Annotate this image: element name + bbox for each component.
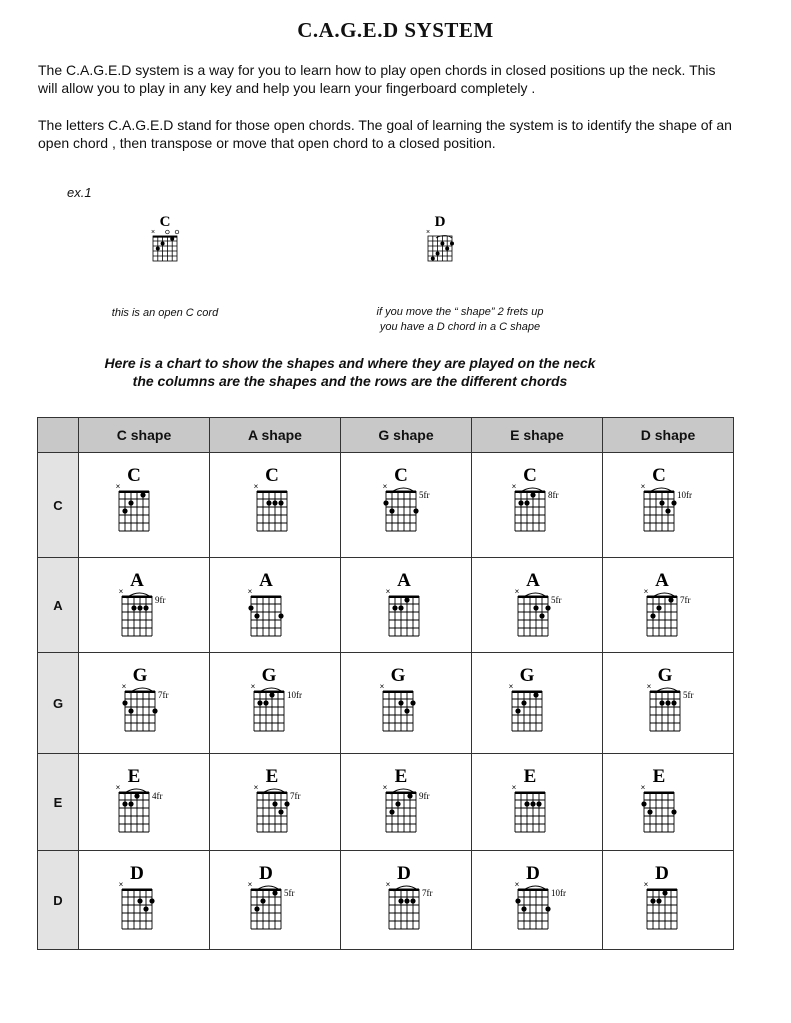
chord-name: D — [434, 214, 446, 230]
chord-name: E — [394, 766, 408, 787]
finger-dot — [647, 809, 652, 814]
chord-name: D — [526, 863, 540, 884]
chord-cell — [79, 754, 210, 851]
chord-cell — [472, 453, 603, 558]
table-row — [38, 754, 734, 851]
chord-cell — [341, 851, 472, 950]
chord-cell — [603, 453, 734, 558]
chord-cell — [603, 653, 734, 754]
finger-dot — [122, 801, 127, 806]
chord-name: E — [127, 766, 141, 787]
finger-dot — [515, 708, 520, 713]
finger-dot — [410, 898, 415, 903]
finger-dot — [650, 898, 655, 903]
chord-cell — [210, 558, 341, 653]
example-caption-1: this is an open C cord — [111, 307, 219, 319]
chord-diagram — [79, 453, 209, 557]
chord-cell — [341, 453, 472, 558]
chord-name: G — [519, 665, 535, 686]
finger-dot — [650, 613, 655, 618]
chord-name: D — [397, 863, 411, 884]
chord-diagram — [210, 453, 340, 557]
chart-intro-line-2: the columns are the shapes and the rows are the different chords — [132, 373, 568, 389]
svg-text:×: × — [253, 482, 259, 491]
finger-dot — [521, 906, 526, 911]
finger-dot — [524, 801, 529, 806]
svg-text:×: × — [385, 880, 391, 889]
fret-label: 7fr — [422, 888, 433, 898]
chord-cell — [472, 558, 603, 653]
chord-diagram — [210, 653, 340, 753]
fret-label: 4fr — [152, 791, 163, 801]
chord-cell — [210, 653, 341, 754]
chord-cell — [341, 754, 472, 851]
finger-dot — [395, 801, 400, 806]
fret-label: 5fr — [551, 595, 562, 605]
svg-text:×: × — [511, 482, 517, 491]
chord-name: A — [526, 570, 540, 591]
finger-dot — [515, 898, 520, 903]
finger-dot — [656, 605, 661, 610]
example-caption-2-line-2: you have a D chord in a C shape — [379, 321, 541, 333]
fret-label: 10fr — [551, 888, 566, 898]
chord-name: D — [130, 863, 144, 884]
finger-dot — [518, 500, 523, 505]
fret-label: 7fr — [158, 690, 169, 700]
chord-diagram — [472, 453, 602, 557]
finger-dot — [254, 613, 259, 618]
finger-dot — [641, 801, 646, 806]
finger-dot — [260, 898, 265, 903]
finger-dot — [536, 801, 541, 806]
chord-name: D — [655, 863, 669, 884]
chord-name: E — [265, 766, 279, 787]
row-header: G — [38, 653, 79, 754]
finger-dot — [659, 700, 664, 705]
chart-intro-line-1: Here is a chart to show the shapes and where they are played on the neck — [104, 355, 596, 371]
finger-dot — [134, 793, 139, 798]
svg-text:×: × — [514, 880, 520, 889]
finger-dot — [545, 605, 550, 610]
finger-dot — [122, 508, 127, 513]
chord-diagram — [341, 558, 471, 652]
svg-text:×: × — [121, 682, 127, 691]
finger-dot — [257, 700, 262, 705]
chord-name: C — [159, 214, 171, 230]
chord-name: C — [127, 465, 141, 486]
chord-name: C — [523, 465, 537, 486]
finger-dot — [254, 906, 259, 911]
page-title: C.A.G.E.D SYSTEM — [297, 18, 494, 42]
finger-dot — [143, 906, 148, 911]
fret-label: 7fr — [680, 595, 691, 605]
chord-name: E — [523, 766, 537, 787]
chord-cell — [472, 754, 603, 851]
svg-text:×: × — [115, 482, 121, 491]
svg-text:×: × — [646, 682, 652, 691]
finger-dot — [662, 890, 667, 895]
table-row — [38, 453, 734, 558]
svg-text:×: × — [247, 587, 253, 596]
chord-diagram — [341, 754, 471, 850]
finger-dot — [128, 801, 133, 806]
intro-paragraph-2: The letters C.A.G.E.D stand for those open chords. The goal of learning the system is to identify the shape of an open chord , then transpose or move that open chord to a closed position. — [38, 117, 732, 151]
finger-dot — [137, 605, 142, 610]
finger-dot — [272, 500, 277, 505]
chord-diagram — [79, 754, 209, 850]
finger-dot — [524, 500, 529, 505]
table-row — [38, 851, 734, 950]
finger-dot — [671, 809, 676, 814]
finger-dot — [149, 898, 154, 903]
chord-cell — [210, 754, 341, 851]
finger-dot — [404, 597, 409, 602]
finger-dot — [671, 500, 676, 505]
svg-text:×: × — [385, 587, 391, 596]
chord-cell — [603, 851, 734, 950]
fret-label: 8fr — [548, 490, 559, 500]
svg-text:×: × — [511, 783, 517, 792]
finger-dot — [128, 500, 133, 505]
chord-name: G — [390, 665, 406, 686]
fret-label: 10fr — [287, 690, 302, 700]
finger-dot — [128, 708, 133, 713]
finger-dot — [404, 708, 409, 713]
svg-text:×: × — [643, 880, 649, 889]
chord-name: A — [655, 570, 669, 591]
svg-text:×: × — [382, 783, 388, 792]
finger-dot — [533, 605, 538, 610]
svg-text:×: × — [643, 587, 649, 596]
column-header: C shape — [79, 418, 210, 453]
column-header: A shape — [210, 418, 341, 453]
fret-label: 9fr — [155, 595, 166, 605]
chord-cell — [79, 453, 210, 558]
row-header: C — [38, 453, 79, 558]
chord-diagram — [341, 851, 471, 949]
chord-diagram — [603, 453, 733, 557]
chord-diagram — [472, 754, 602, 850]
svg-text:×: × — [425, 229, 431, 236]
finger-dot — [266, 500, 271, 505]
chord-diagram — [210, 558, 340, 652]
finger-dot — [668, 597, 673, 602]
finger-dot — [398, 605, 403, 610]
finger-dot — [665, 508, 670, 513]
svg-text:×: × — [115, 783, 121, 792]
chord-cell — [210, 453, 341, 558]
finger-dot — [131, 605, 136, 610]
chord-name: A — [130, 570, 144, 591]
svg-text:×: × — [382, 482, 388, 491]
fret-label: 7fr — [290, 791, 301, 801]
chord-diagram — [210, 754, 340, 850]
corner-cell — [38, 418, 79, 453]
chord-cell — [341, 653, 472, 754]
example-chord-c-diagram — [145, 210, 190, 265]
finger-dot — [398, 898, 403, 903]
finger-dot — [407, 793, 412, 798]
chord-name: G — [261, 665, 277, 686]
finger-dot — [278, 500, 283, 505]
example-chord-d-diagram — [418, 210, 463, 265]
chord-cell — [210, 851, 341, 950]
finger-dot — [248, 605, 253, 610]
finger-dot — [521, 700, 526, 705]
svg-text:×: × — [640, 783, 646, 792]
finger-dot — [533, 692, 538, 697]
svg-text:×: × — [514, 587, 520, 596]
intro-paragraph-1: The C.A.G.E.D system is a way for you to learn how to play open chords in closed positions up the neck. This will allow you to play in any key and help you learn your fingerboard completely . — [38, 62, 716, 96]
chord-diagram — [79, 558, 209, 652]
svg-text:×: × — [118, 880, 124, 889]
chord-diagram — [472, 851, 602, 949]
svg-text:×: × — [640, 482, 646, 491]
chord-name: G — [132, 665, 148, 686]
chord-diagram — [341, 653, 471, 753]
caged-shape-chart — [37, 417, 734, 950]
chord-cell — [472, 851, 603, 950]
chord-name: C — [394, 465, 408, 486]
chord-diagram — [210, 851, 340, 949]
finger-dot — [383, 500, 388, 505]
svg-text:×: × — [250, 682, 256, 691]
svg-text:×: × — [508, 682, 514, 691]
chord-name: E — [652, 766, 666, 787]
chord-diagram — [472, 653, 602, 753]
finger-dot — [665, 700, 670, 705]
finger-dot — [545, 906, 550, 911]
chord-cell — [79, 558, 210, 653]
svg-text:×: × — [253, 783, 259, 792]
fret-label: 5fr — [284, 888, 295, 898]
fret-label: 5fr — [419, 490, 430, 500]
row-header: E — [38, 754, 79, 851]
chord-name: G — [657, 665, 673, 686]
finger-dot — [671, 700, 676, 705]
svg-text:×: × — [118, 587, 124, 596]
finger-dot — [389, 508, 394, 513]
chord-diagram — [79, 851, 209, 949]
chord-diagram — [341, 453, 471, 557]
chord-cell — [341, 558, 472, 653]
chord-name: C — [652, 465, 666, 486]
finger-dot — [398, 700, 403, 705]
finger-dot — [656, 898, 661, 903]
finger-dot — [278, 613, 283, 618]
chord-diagram — [603, 558, 733, 652]
finger-dot — [530, 492, 535, 497]
chord-cell — [79, 653, 210, 754]
chord-cell — [603, 754, 734, 851]
finger-dot — [272, 801, 277, 806]
fret-label: 10fr — [677, 490, 692, 500]
table-row — [38, 653, 734, 754]
finger-dot — [122, 700, 127, 705]
chord-diagram — [603, 754, 733, 850]
chord-diagram — [603, 653, 733, 753]
finger-dot — [143, 605, 148, 610]
row-header: A — [38, 558, 79, 653]
chord-diagram — [79, 653, 209, 753]
finger-dot — [284, 801, 289, 806]
finger-dot — [539, 613, 544, 618]
finger-dot — [152, 708, 157, 713]
finger-dot — [278, 809, 283, 814]
finger-dot — [140, 492, 145, 497]
finger-dot — [269, 692, 274, 697]
svg-text:×: × — [247, 880, 253, 889]
finger-dot — [404, 898, 409, 903]
svg-text:×: × — [150, 229, 156, 236]
chord-cell — [79, 851, 210, 950]
svg-text:×: × — [379, 682, 385, 691]
finger-dot — [410, 700, 415, 705]
fret-label: 5fr — [683, 690, 694, 700]
chord-diagram — [603, 851, 733, 949]
finger-dot — [272, 890, 277, 895]
column-header: D shape — [603, 418, 734, 453]
chord-cell — [603, 558, 734, 653]
chord-cell — [472, 653, 603, 754]
table-row — [38, 558, 734, 653]
finger-dot — [389, 809, 394, 814]
finger-dot — [659, 500, 664, 505]
finger-dot — [530, 801, 535, 806]
example-label: ex.1 — [67, 185, 92, 200]
chord-name: D — [259, 863, 273, 884]
chord-name: C — [265, 465, 279, 486]
chord-diagram — [472, 558, 602, 652]
chord-name: A — [397, 570, 411, 591]
finger-dot — [137, 898, 142, 903]
column-header: G shape — [341, 418, 472, 453]
example-caption-2-line-1: if you move the “ shape” 2 frets up — [376, 306, 544, 318]
finger-dot — [263, 700, 268, 705]
column-header: E shape — [472, 418, 603, 453]
row-header: D — [38, 851, 79, 950]
finger-dot — [413, 508, 418, 513]
chord-name: A — [259, 570, 273, 591]
fret-label: 9fr — [419, 791, 430, 801]
finger-dot — [392, 605, 397, 610]
